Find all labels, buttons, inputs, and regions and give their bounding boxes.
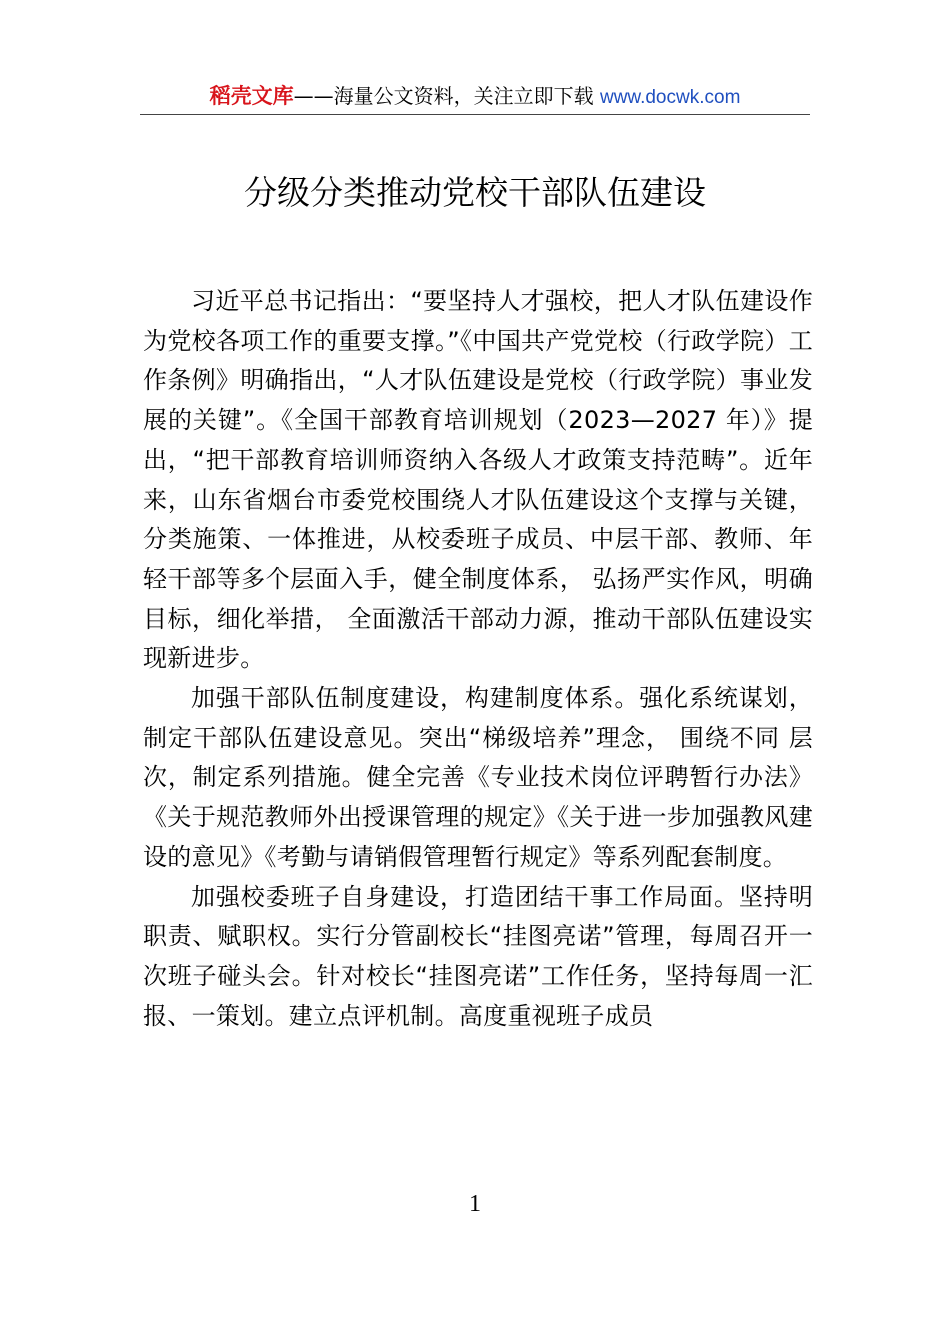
brand-name: 稻壳文库	[209, 84, 294, 108]
paragraph-1: 习近平总书记指出：“要坚持人才强校，把人才队伍建设作为党校各项工作的重要支撑。”《中国共产党党校（行政学院）工作条例》明确指出，“人才队伍建设是党校（行政学院）事业发展的关键”。《全国干部教育培训规划（2023—2027 年）》提出，“把干部教育培训师资纳入各级人才政策支持范畴”。近年来，山东省烟台市委党校围绕人才队伍建设这个支撑与关键，分类施策、一体推进，从校委班子成员、中层干部、教师、年轻干部等多个层面入手，健全制度体系， 弘扬严实作风，明确目标，细化举措， 全面激活干部动力源，推动干部队伍建设实现新进步。	[143, 287, 813, 673]
header-tagline: ——海量公文资料，关注立即下载	[293, 84, 594, 108]
paragraph-3: 加强校委班子自身建设，打造团结干事工作局面。坚持明职责、赋职权。实行分管副校长“挂图亮诺”管理，每周召开一次班子碰头会。针对校长“挂图亮诺”工作任务，坚持每周一汇报、一策划。建立点评机制。高度重视班子成员	[143, 882, 813, 1030]
document-body	[143, 282, 813, 1036]
document-title: 分级分类推动党校干部队伍建设	[244, 173, 706, 212]
header-url-link[interactable]: www.docwk.com	[599, 87, 741, 108]
document-header	[140, 80, 810, 114]
paragraph-2: 加强干部队伍制度建设，构建制度体系。强化系统谋划，制定干部队伍建设意见。突出“梯级培养”理念， 围绕不同 层次，制定系列措施。健全完善《专业技术岗位评聘暂行办法》《关于规范教师外出授课管理的规定》《关于进一步加强教风建设的意见》《考勤与请销假管理暂行规定》等系列配套制度。	[143, 684, 813, 871]
page-number: 1	[469, 1191, 481, 1217]
header-divider	[140, 114, 810, 115]
